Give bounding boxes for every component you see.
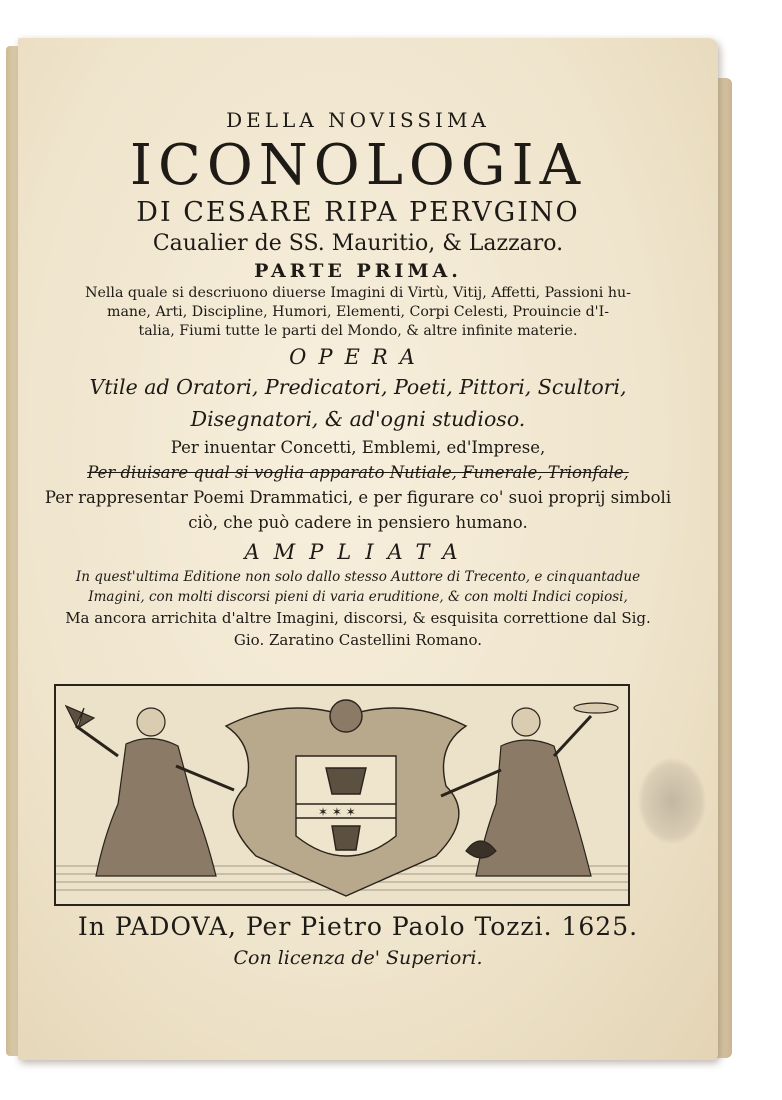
title-text-block — [38, 108, 678, 651]
ampliata-heading: AMPLIATA — [244, 540, 472, 564]
coat-of-arms — [226, 700, 466, 896]
edition-line: Imagini, con molti discorsi pieni di varia eruditione, & con molti Indici copiosi, — [88, 589, 628, 605]
library-stamp — [638, 758, 706, 844]
imprint-line: In PADOVA, Per Pietro Paolo Tozzi. 1625. — [77, 912, 639, 941]
purpose-line: Per rappresentar Poemi Drammatici, e per figurare co' suoi proprij simboli — [44, 488, 672, 507]
engraved-vignette — [54, 684, 630, 906]
author-honorific: Caualier de SS. Mauritio, & Lazzaro. — [152, 231, 564, 256]
edition-line: In quest'ultima Editione non solo dallo stesso Auttore di Trecento, e cinquantadue — [75, 569, 641, 585]
left-allegorical-figure — [66, 706, 234, 876]
utile-line: Vtile ad Oratori, Predicatori, Poeti, Pittori, Scultori, — [89, 375, 627, 399]
description-line: Nella quale si descriuono diuerse Imagini di Virtù, Vitij, Affetti, Passioni hu- — [85, 285, 631, 301]
description-line: talia, Fiumi tutte le parti del Mondo, & altre infinite materie. — [138, 323, 578, 339]
description-line: mane, Arti, Discipline, Humori, Elementi, Corpi Celesti, Prouincie d'I- — [106, 304, 609, 320]
book — [6, 38, 742, 1068]
license-line: Con licenza de' Superiori. — [233, 947, 483, 969]
right-allegorical-figure — [441, 703, 618, 876]
title-line-della: DELLA NOVISSIMA — [226, 108, 490, 132]
vignette-illustration-icon — [56, 686, 628, 904]
author-line: DI CESARE RIPA PERVGINO — [136, 197, 580, 228]
utile-line: Disegnatori, & ad'ogni studioso. — [190, 407, 526, 431]
part-heading: PARTE PRIMA. — [254, 260, 462, 282]
title-page — [18, 38, 718, 1060]
opera-heading: OPERA — [289, 345, 427, 369]
purpose-line-struck: Per diuisare qual si voglia apparato Nutiale, Funerale, Trionfale, — [87, 463, 629, 482]
editor-line: Ma ancora arrichita d'altre Imagini, discorsi, & esquisita correttione dal Sig. — [65, 609, 651, 627]
imprint-block — [38, 910, 678, 972]
purpose-line: ciò, che può cadere in pensiero humano. — [188, 513, 528, 532]
purpose-line: Per inuentar Concetti, Emblemi, ed'Imprese, — [170, 438, 546, 457]
book-title: ICONOLOGIA — [129, 133, 587, 198]
svg-text:✶ ✶ ✶: ✶ ✶ ✶ — [318, 805, 356, 819]
editor-line: Gio. Zaratino Castellini Romano. — [233, 631, 483, 649]
